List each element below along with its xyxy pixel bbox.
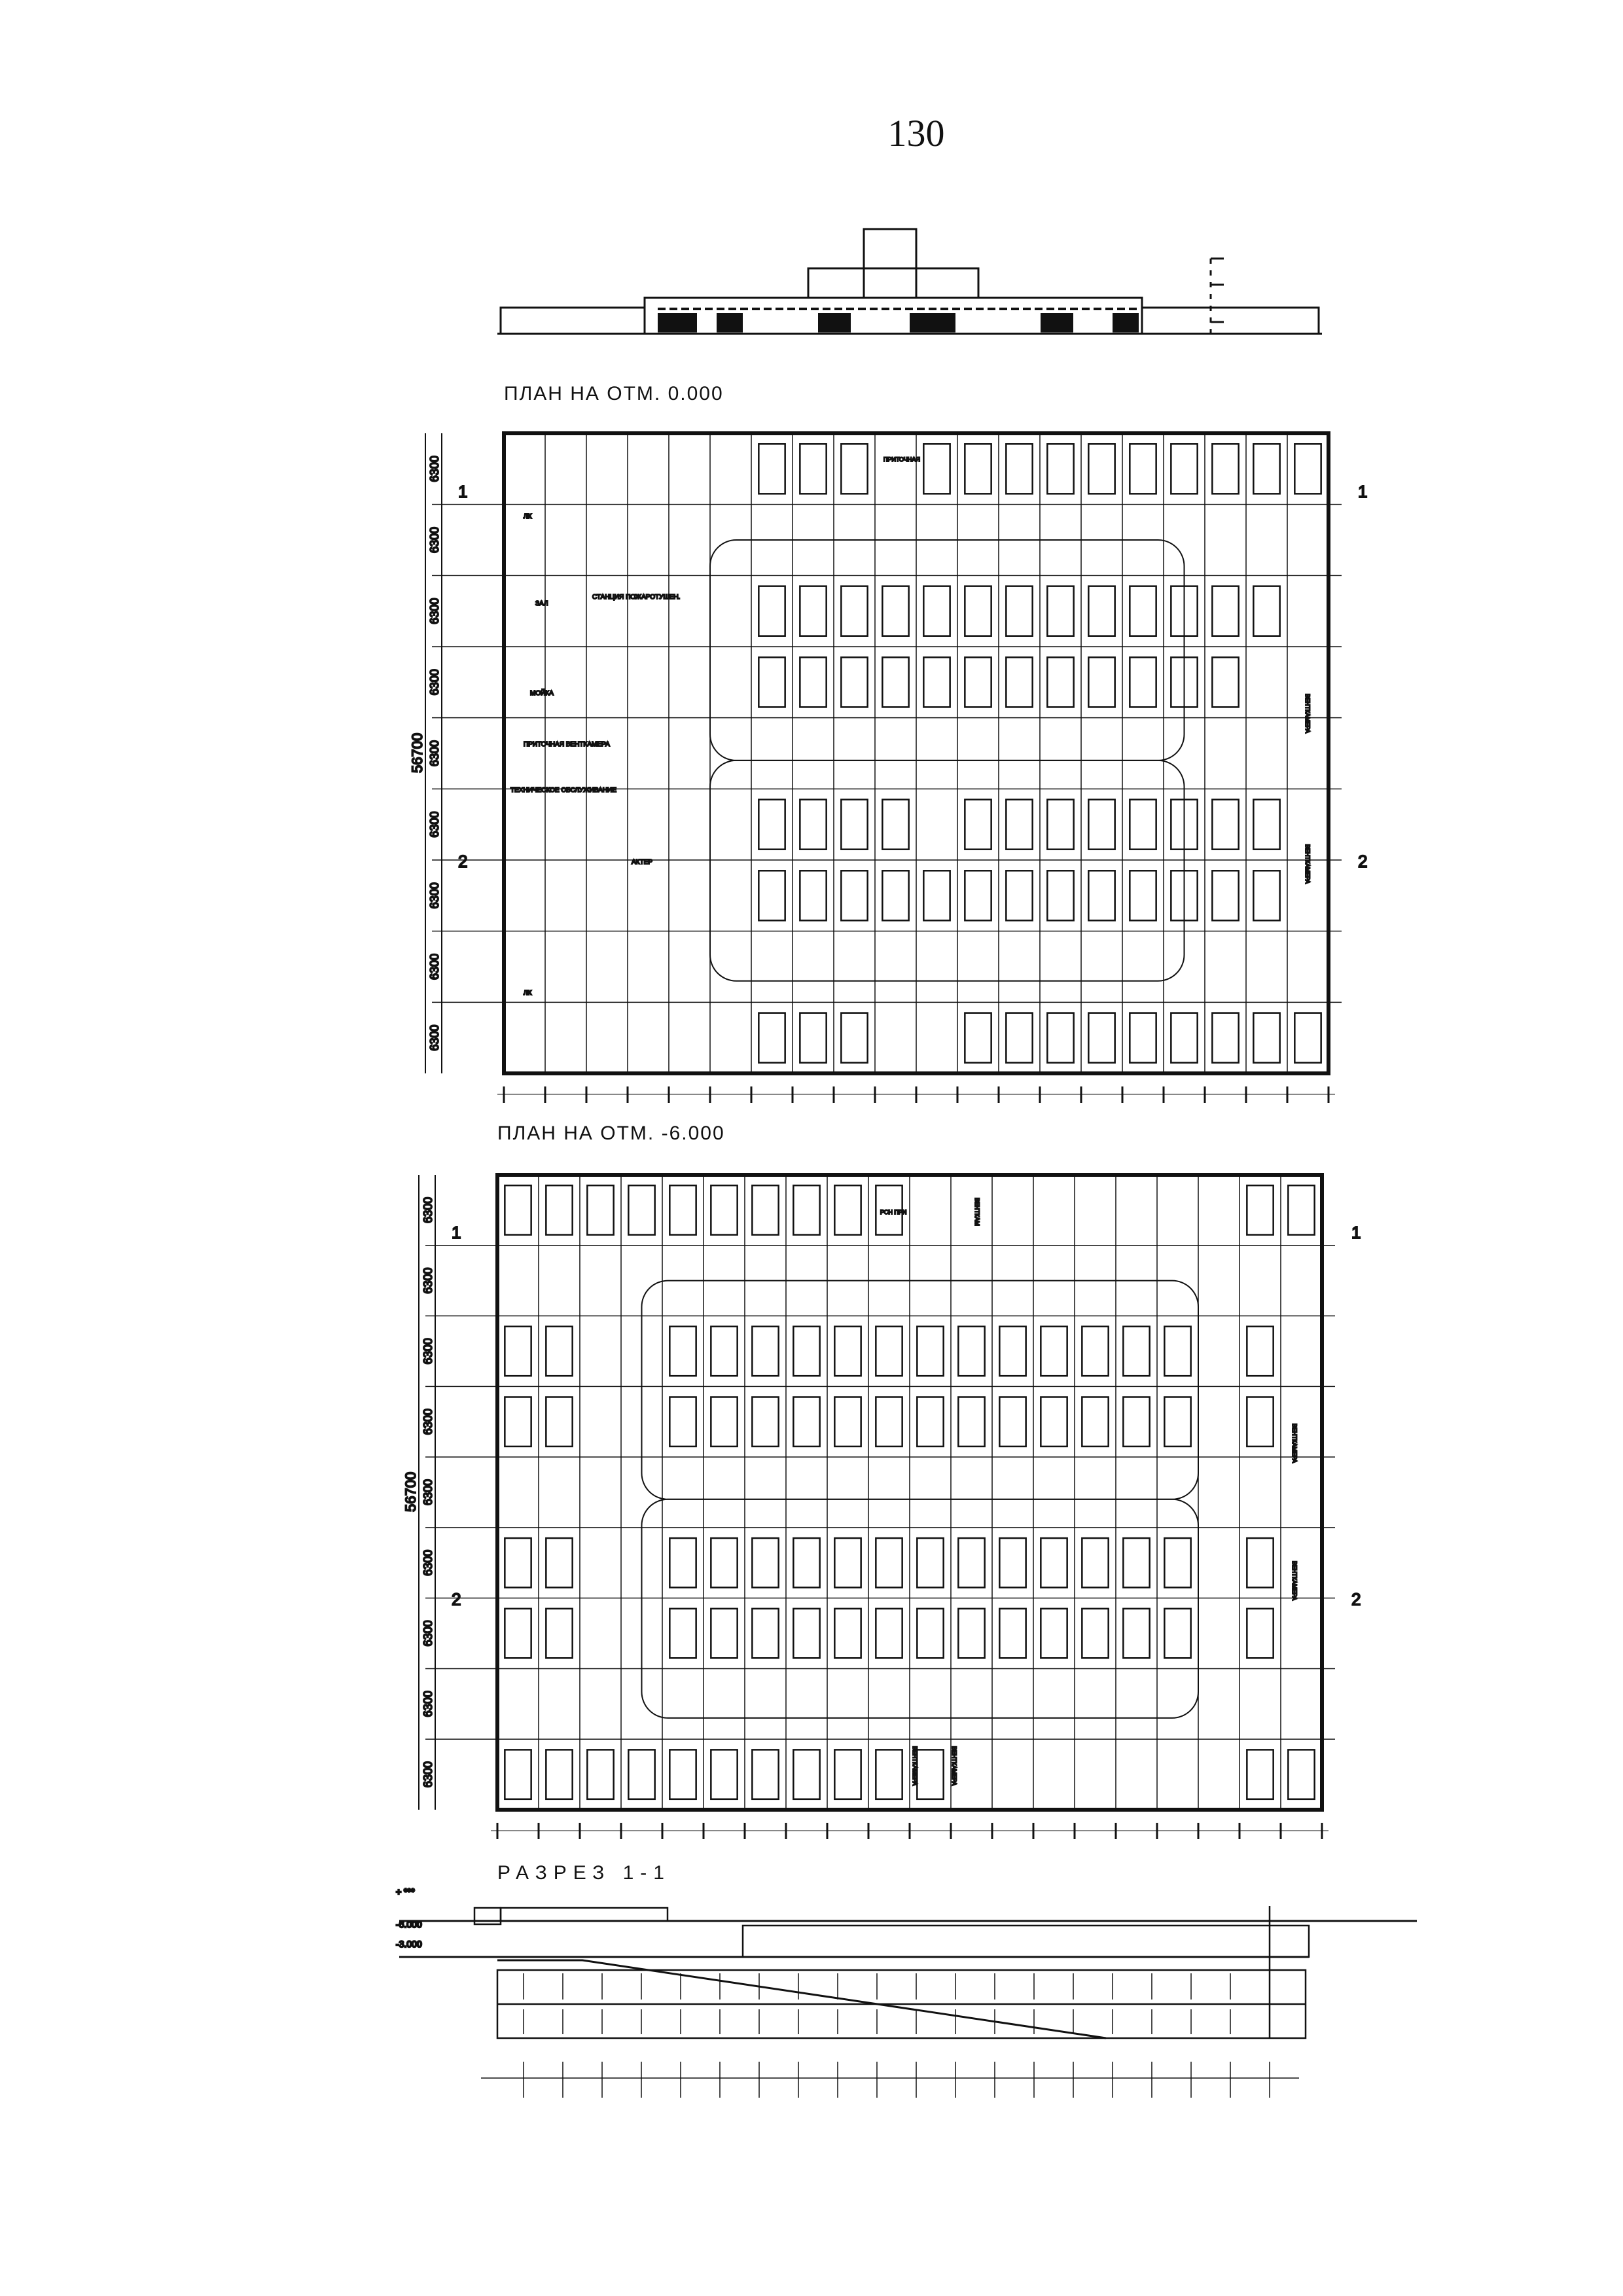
plan-top-title: ПЛАН НА ОТМ. 0.000: [504, 383, 724, 404]
plan-bottom-parking-stall: [1164, 1538, 1190, 1587]
plan-bottom-parking-stall: [546, 1538, 572, 1587]
plan-bottom-parking-stall: [669, 1397, 696, 1446]
plan-top-room-label: АКТЕР: [632, 859, 652, 866]
plan-top-bay-dim: 6300: [428, 740, 441, 766]
plan-bottom-parking-stall: [752, 1397, 778, 1446]
plan-bottom-bay-dim: 6300: [421, 1691, 435, 1717]
plan-bottom-parking-stall: [1247, 1327, 1273, 1376]
plan-bottom-parking-stall: [711, 1609, 737, 1658]
plan-bottom-parking-stall: [999, 1538, 1026, 1587]
plan-top-room-label: ПРИТОЧНАЯ: [883, 456, 920, 463]
plan-top-parking-stall: [965, 1013, 991, 1063]
plan-top-parking-stall: [1130, 870, 1156, 920]
plan-bottom-bay-dim: 6300: [421, 1479, 435, 1505]
plan-top-parking-stall: [923, 586, 950, 636]
plan-bottom-plan: [402, 1175, 1361, 1839]
plan-bottom-parking-stall: [834, 1397, 861, 1446]
plan-top-parking-stall: [1006, 1013, 1032, 1063]
section-level-mark: -6.000: [396, 1919, 422, 1929]
plan-top-parking-stall: [800, 1013, 826, 1063]
plan-top-parking-stall: [923, 870, 950, 920]
plan-bottom-room-label: ВЕНТКАМ: [974, 1198, 980, 1226]
section-ramp: [497, 1960, 1106, 2038]
plan-bottom-parking-stall: [669, 1327, 696, 1376]
plan-bottom-parking-stall: [669, 1538, 696, 1587]
plan-top-parking-stall: [758, 870, 785, 920]
plan-top-room-label: ВЕНТКАМЕРА: [1304, 844, 1311, 884]
plan-bottom-parking-stall: [1164, 1397, 1190, 1446]
plan-top-section-mark: 1: [1358, 481, 1368, 501]
plan-bottom-parking-stall: [1123, 1397, 1149, 1446]
plan-bottom-section-mark: 1: [452, 1223, 461, 1242]
plan-bottom-parking-stall: [1041, 1538, 1067, 1587]
plan-top-parking-stall: [1088, 870, 1115, 920]
plan-bottom-bay-dim: 6300: [421, 1761, 435, 1788]
plan-top-parking-stall: [841, 586, 867, 636]
plan-top-parking-stall: [1130, 444, 1156, 493]
plan-bottom-parking-stall: [711, 1397, 737, 1446]
plan-bottom-parking-stall: [711, 1749, 737, 1799]
plan-bottom-parking-stall: [917, 1327, 943, 1376]
plan-top-room-label: ВЕНТКАМЕРА: [1304, 694, 1311, 734]
plan-top-parking-stall: [841, 800, 867, 850]
plan-top-room-label: ЗАЛ: [535, 600, 548, 607]
plan-bottom-parking-stall: [793, 1749, 819, 1799]
plan-top-parking-stall: [1088, 1013, 1115, 1063]
plan-bottom-parking-stall: [958, 1327, 984, 1376]
plan-top-parking-stall: [1171, 1013, 1197, 1063]
section-drawing: [396, 1886, 1417, 2098]
plan-bottom-parking-stall: [876, 1538, 902, 1587]
plan-bottom-parking-stall: [505, 1397, 531, 1446]
plan-top-parking-stall: [758, 1013, 785, 1063]
plan-bottom-parking-stall: [1164, 1327, 1190, 1376]
plan-bottom-parking-stall: [958, 1609, 984, 1658]
plan-bottom-bay-dim: 6300: [421, 1620, 435, 1647]
plan-top-section-mark: 1: [458, 481, 468, 501]
plan-top-parking-stall: [841, 870, 867, 920]
section-upper-slab: [743, 1926, 1309, 1957]
plan-top-bay-dim: 6300: [428, 526, 441, 553]
plan-top-parking-stall: [1212, 870, 1238, 920]
section-title: РАЗРЕЗ 1-1: [497, 1862, 671, 1884]
plan-top-parking-stall: [841, 444, 867, 493]
plan-bottom-parking-stall: [1123, 1538, 1149, 1587]
plan-top-parking-stall: [923, 444, 950, 493]
plan-top-parking-stall: [758, 800, 785, 850]
section-level-mark: + ***: [396, 1886, 415, 1897]
plan-top-parking-stall: [1253, 800, 1279, 850]
plan-top-parking-stall: [1212, 586, 1238, 636]
plan-top-parking-stall: [1294, 444, 1321, 493]
plan-bottom-parking-stall: [793, 1397, 819, 1446]
plan-bottom-parking-stall: [917, 1397, 943, 1446]
plan-bottom-parking-stall: [1247, 1538, 1273, 1587]
plan-bottom-parking-stall: [546, 1327, 572, 1376]
plan-bottom-section-mark: 2: [452, 1589, 461, 1609]
plan-bottom-parking-stall: [917, 1538, 943, 1587]
plan-top-parking-stall: [1130, 657, 1156, 707]
plan-bottom-parking-stall: [1247, 1185, 1273, 1234]
plan-bottom-bay-dim: 6300: [421, 1549, 435, 1576]
plan-bottom-parking-stall: [546, 1185, 572, 1234]
plan-top-bay-dim: 6300: [428, 598, 441, 624]
plan-top-parking-stall: [800, 657, 826, 707]
plan-bottom-parking-stall: [1123, 1609, 1149, 1658]
plan-top-parking-stall: [1294, 1013, 1321, 1063]
plan-top-parking-stall: [1253, 1013, 1279, 1063]
plan-top-parking-stall: [965, 586, 991, 636]
plan-bottom-room-label: ВЕНТКАМЕРА: [951, 1746, 957, 1786]
plan-bottom-parking-stall: [834, 1749, 861, 1799]
plan-top-parking-stall: [1088, 586, 1115, 636]
plan-bottom-parking-stall: [505, 1327, 531, 1376]
section-level-mark: -3.000: [396, 1939, 422, 1949]
plan-bottom-parking-stall: [669, 1749, 696, 1799]
plan-bottom-parking-stall: [793, 1538, 819, 1587]
plan-bottom-parking-stall: [505, 1185, 531, 1234]
plan-top-parking-stall: [1047, 586, 1073, 636]
plan-bottom-drive-aisle: [642, 1281, 1199, 1499]
plan-top-parking-stall: [1212, 657, 1238, 707]
plan-top-plan: [409, 433, 1367, 1103]
plan-top-parking-stall: [965, 870, 991, 920]
plan-top-parking-stall: [882, 870, 908, 920]
plan-bottom-parking-stall: [876, 1749, 902, 1799]
plan-bottom-parking-stall: [1164, 1609, 1190, 1658]
plan-top-drive-aisle: [710, 540, 1185, 761]
plan-top-parking-stall: [1088, 800, 1115, 850]
plan-bottom-parking-stall: [587, 1185, 613, 1234]
plan-top-parking-stall: [1130, 800, 1156, 850]
plan-top-parking-stall: [882, 586, 908, 636]
plan-bottom-parking-stall: [834, 1327, 861, 1376]
plan-bottom-parking-stall: [752, 1538, 778, 1587]
plan-bottom-parking-stall: [876, 1397, 902, 1446]
plan-top-parking-stall: [1088, 444, 1115, 493]
plan-bottom-parking-stall: [752, 1185, 778, 1234]
plan-top-parking-stall: [1047, 870, 1073, 920]
plan-bottom-parking-stall: [752, 1749, 778, 1799]
plan-bottom-section-mark: 1: [1351, 1223, 1361, 1242]
plan-top-parking-stall: [1047, 1013, 1073, 1063]
plan-bottom-parking-stall: [793, 1185, 819, 1234]
plan-bottom-room-label: ВЕНТКАМЕРА: [1291, 1561, 1298, 1601]
section-canopy: [501, 1908, 668, 1921]
plan-top-overall-dim: 56700: [409, 732, 425, 773]
plan-top-parking-stall: [965, 444, 991, 493]
plan-bottom-parking-stall: [628, 1185, 654, 1234]
plan-top-parking-stall: [800, 870, 826, 920]
plan-top-parking-stall: [758, 657, 785, 707]
plan-bottom-parking-stall: [505, 1538, 531, 1587]
plan-bottom-parking-stall: [1247, 1749, 1273, 1799]
plan-top-parking-stall: [1006, 586, 1032, 636]
plan-bottom-bay-dim: 6300: [421, 1267, 435, 1294]
plan-bottom-parking-stall: [1041, 1609, 1067, 1658]
plan-bottom-parking-stall: [999, 1397, 1026, 1446]
plan-top-room-label: ЛК: [524, 990, 532, 997]
facade-elevation: [497, 229, 1322, 334]
plan-bottom-parking-stall: [546, 1749, 572, 1799]
plan-bottom-parking-stall: [711, 1327, 737, 1376]
plan-bottom-parking-stall: [1041, 1397, 1067, 1446]
page-number: 130: [887, 112, 945, 154]
plan-top-parking-stall: [1212, 1013, 1238, 1063]
plan-bottom-parking-stall: [669, 1185, 696, 1234]
plan-bottom-parking-stall: [505, 1609, 531, 1658]
plan-top-parking-stall: [1171, 444, 1197, 493]
plan-bottom-parking-stall: [1082, 1397, 1108, 1446]
plan-top-room-label: СТАНЦИЯ ПОЖАРОТУШЕН.: [592, 594, 681, 601]
plan-top-parking-stall: [1047, 800, 1073, 850]
plan-top-section-mark: 2: [1358, 851, 1368, 871]
plan-top-bay-dim: 6300: [428, 953, 441, 980]
plan-top-section-mark: 2: [458, 851, 468, 871]
plan-bottom-parking-stall: [917, 1749, 943, 1799]
plan-bottom-parking-stall: [876, 1609, 902, 1658]
plan-top-parking-stall: [800, 586, 826, 636]
plan-top-parking-stall: [800, 800, 826, 850]
plan-top-parking-stall: [965, 800, 991, 850]
plan-bottom-parking-stall: [999, 1327, 1026, 1376]
plan-top-parking-stall: [1047, 444, 1073, 493]
plan-bottom-parking-stall: [628, 1749, 654, 1799]
plan-top-parking-stall: [1088, 657, 1115, 707]
plan-top-bay-dim: 6300: [428, 811, 441, 838]
plan-top-parking-stall: [1130, 586, 1156, 636]
plan-bottom-parking-stall: [834, 1185, 861, 1234]
plan-bottom-parking-stall: [793, 1327, 819, 1376]
plan-top-parking-stall: [758, 586, 785, 636]
plan-top-parking-stall: [1212, 800, 1238, 850]
plan-bottom-parking-stall: [711, 1185, 737, 1234]
plan-bottom-parking-stall: [752, 1609, 778, 1658]
plan-top-parking-stall: [841, 1013, 867, 1063]
plan-bottom-parking-stall: [546, 1609, 572, 1658]
plan-top-parking-stall: [1130, 1013, 1156, 1063]
plan-top-parking-stall: [800, 444, 826, 493]
plan-bottom-parking-stall: [1247, 1609, 1273, 1658]
plan-top-parking-stall: [882, 657, 908, 707]
plan-top-bay-dim: 6300: [428, 882, 441, 909]
plan-bottom-parking-stall: [587, 1749, 613, 1799]
plan-top-room-label: МОЙКА: [530, 690, 554, 697]
plan-top-parking-stall: [1253, 586, 1279, 636]
plan-top-bay-dim: 6300: [428, 669, 441, 696]
plan-bottom-parking-stall: [958, 1397, 984, 1446]
plan-top-parking-stall: [1047, 657, 1073, 707]
plan-top-parking-stall: [1253, 870, 1279, 920]
plan-bottom-bay-dim: 6300: [421, 1196, 435, 1223]
plan-top-room-label: ПРИТОЧНАЯ ВЕНТКАМЕРА: [524, 741, 610, 748]
plan-bottom-parking-stall: [1082, 1609, 1108, 1658]
plan-bottom-parking-stall: [669, 1609, 696, 1658]
plan-top-parking-stall: [841, 657, 867, 707]
plan-bottom-room-label: ВЕНТКАМЕРА: [1291, 1424, 1298, 1463]
plan-top-parking-stall: [1006, 657, 1032, 707]
plan-top-parking-stall: [1253, 444, 1279, 493]
plan-bottom-parking-stall: [1041, 1327, 1067, 1376]
plan-top-bay-dim: 6300: [428, 1024, 441, 1051]
plan-bottom-parking-stall: [711, 1538, 737, 1587]
plan-top-parking-stall: [1006, 800, 1032, 850]
plan-bottom-parking-stall: [1082, 1327, 1108, 1376]
plan-bottom-parking-stall: [917, 1609, 943, 1658]
plan-top-parking-stall: [882, 800, 908, 850]
plan-bottom-section-mark: 2: [1351, 1589, 1361, 1609]
plan-top-parking-stall: [1212, 444, 1238, 493]
plan-bottom-room-label: РСН ПРИ: [880, 1209, 907, 1215]
plan-bottom-parking-stall: [999, 1609, 1026, 1658]
plan-bottom-parking-stall: [546, 1397, 572, 1446]
plan-bottom-parking-stall: [793, 1609, 819, 1658]
plan-bottom-parking-stall: [752, 1327, 778, 1376]
plan-top-parking-stall: [758, 444, 785, 493]
plan-bottom-parking-stall: [505, 1749, 531, 1799]
plan-bottom-room-label: ВЕНТКАМЕРА: [912, 1746, 918, 1786]
plan-top-parking-stall: [965, 657, 991, 707]
plan-bottom-parking-stall: [1082, 1538, 1108, 1587]
plan-bottom-parking-stall: [834, 1538, 861, 1587]
plan-top-parking-stall: [923, 657, 950, 707]
plan-bottom-parking-stall: [1288, 1749, 1314, 1799]
plan-bottom-parking-stall: [1288, 1185, 1314, 1234]
plan-bottom-parking-stall: [958, 1538, 984, 1587]
plan-bottom-parking-stall: [1123, 1327, 1149, 1376]
plan-bottom-title: ПЛАН НА ОТМ. -6.000: [497, 1122, 725, 1144]
plan-bottom-parking-stall: [876, 1327, 902, 1376]
plan-bottom-parking-stall: [834, 1609, 861, 1658]
plan-top-bay-dim: 6300: [428, 456, 441, 482]
plan-bottom-parking-stall: [1247, 1397, 1273, 1446]
plan-top-room-label: ТЕХНИЧЕСКОЕ ОБСЛУЖИВАНИЕ: [510, 787, 616, 794]
plan-bottom-overall-dim: 56700: [402, 1471, 419, 1512]
plan-top-parking-stall: [1006, 870, 1032, 920]
plan-top-parking-stall: [1006, 444, 1032, 493]
plan-bottom-bay-dim: 6300: [421, 1338, 435, 1365]
plan-bottom-bay-dim: 6300: [421, 1408, 435, 1435]
plan-top-room-label: ЛК: [524, 513, 532, 520]
